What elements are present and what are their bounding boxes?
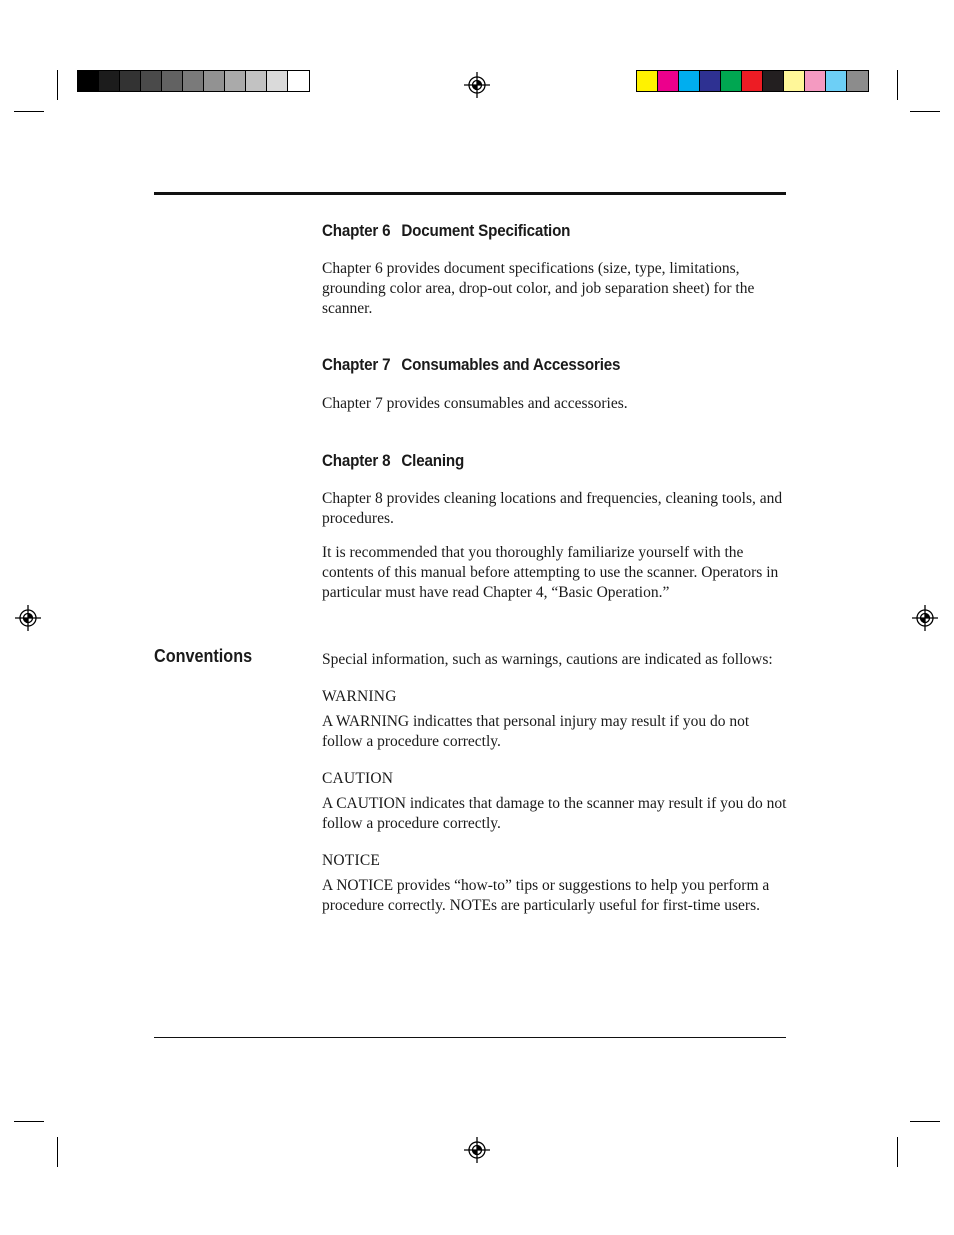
color-swatch bbox=[679, 71, 700, 91]
notice-text: A NOTICE provides “how-to” tips or suggestions to help you perform a procedure correctly. NOTEs are particularly useful for first-time users. bbox=[322, 877, 770, 914]
registration-mark-icon bbox=[464, 1137, 490, 1163]
crop-mark bbox=[57, 70, 58, 100]
caution-label: CAUTION bbox=[322, 770, 394, 787]
chapter-number: Chapter 8 bbox=[322, 452, 391, 470]
conventions-title: Conventions bbox=[154, 646, 253, 666]
recommendation-paragraph: It is recommended that you thoroughly familiarize yourself with the contents of this manual before attempting to use the scanner. Operators in particular must have read Chapter 4, “Basic Operation.” bbox=[322, 544, 779, 601]
color-swatch bbox=[700, 71, 721, 91]
color-swatch bbox=[162, 71, 183, 91]
conventions-intro: Special information, such as warnings, cautions are indicated as follows: bbox=[322, 651, 773, 668]
registration-mark-icon bbox=[15, 605, 41, 631]
color-swatch bbox=[658, 71, 679, 91]
color-swatch bbox=[183, 71, 204, 91]
chapter-description: Chapter 8 provides cleaning locations and frequencies, cleaning tools, and procedures. bbox=[322, 490, 783, 527]
crop-mark bbox=[14, 111, 44, 112]
color-swatch bbox=[637, 71, 658, 91]
chapter-title: Cleaning bbox=[401, 452, 465, 470]
crop-mark bbox=[57, 1137, 58, 1167]
color-swatch bbox=[78, 71, 99, 91]
color-swatch bbox=[246, 71, 267, 91]
color-swatch bbox=[763, 71, 784, 91]
color-swatch bbox=[826, 71, 847, 91]
top-rule bbox=[154, 192, 786, 195]
chapter-heading bbox=[322, 452, 464, 471]
color-swatch bbox=[805, 71, 826, 91]
crop-mark bbox=[910, 1121, 940, 1122]
warning-text: A WARNING indicattes that personal injury may result if you do not follow a procedure correctly. bbox=[322, 713, 750, 750]
color-swatch bbox=[267, 71, 288, 91]
color-swatch bbox=[847, 71, 868, 91]
color-swatch bbox=[99, 71, 120, 91]
registration-mark-icon bbox=[912, 605, 938, 631]
gray-swatch-bar bbox=[77, 70, 310, 92]
warning-label: WARNING bbox=[322, 688, 397, 705]
color-swatch bbox=[225, 71, 246, 91]
crop-mark bbox=[910, 111, 940, 112]
bottom-rule bbox=[154, 1037, 786, 1038]
chapter-title: Consumables and Accessories bbox=[401, 356, 621, 374]
color-swatch bbox=[141, 71, 162, 91]
chapter-description: Chapter 7 provides consumables and accessories. bbox=[322, 395, 628, 412]
color-swatch bbox=[204, 71, 225, 91]
chapter-heading bbox=[322, 222, 570, 241]
registration-mark-icon bbox=[464, 72, 490, 98]
chapter-number: Chapter 6 bbox=[322, 222, 391, 240]
crop-mark bbox=[897, 1137, 898, 1167]
color-swatch-bar bbox=[636, 70, 869, 92]
color-swatch bbox=[784, 71, 805, 91]
crop-mark bbox=[14, 1121, 44, 1122]
notice-label: NOTICE bbox=[322, 852, 381, 869]
crop-mark bbox=[897, 70, 898, 100]
color-swatch bbox=[120, 71, 141, 91]
chapter-number: Chapter 7 bbox=[322, 356, 391, 374]
chapter-description: Chapter 6 provides document specifications (size, type, limitations, grounding color area, drop-out color, and job separation sheet) for the scanner. bbox=[322, 260, 755, 317]
color-swatch bbox=[742, 71, 763, 91]
chapter-title: Document Specification bbox=[401, 222, 571, 240]
color-swatch bbox=[721, 71, 742, 91]
caution-text: A CAUTION indicates that damage to the scanner may result if you do not follow a procedure correctly. bbox=[322, 795, 787, 832]
color-swatch bbox=[288, 71, 309, 91]
chapter-heading bbox=[322, 356, 620, 375]
